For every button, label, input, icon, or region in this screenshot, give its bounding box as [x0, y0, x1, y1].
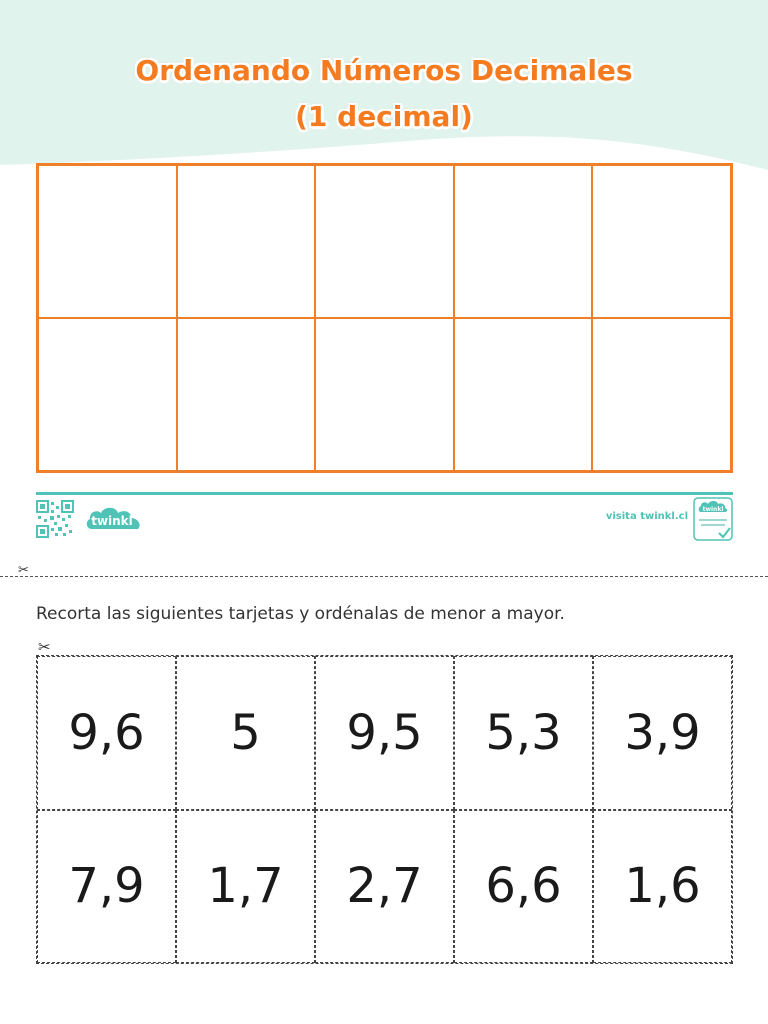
title-line-2: (1 decimal) — [295, 100, 473, 133]
number-card[interactable]: 6,6 — [454, 810, 593, 964]
answer-cell — [177, 165, 316, 318]
answer-cell — [38, 318, 177, 471]
visit-link[interactable]: visita twinkl.cl — [605, 511, 688, 522]
answer-cell — [592, 318, 731, 471]
scissors-icon: ✂ — [18, 563, 29, 578]
page-title — [0, 48, 768, 140]
number-card[interactable]: 7,9 — [37, 810, 176, 964]
badge-text: twinkl — [702, 506, 724, 513]
answer-cell — [454, 318, 593, 471]
scissors-icon: ✂ — [38, 638, 51, 656]
answer-cell — [315, 165, 454, 318]
number-card[interactable]: 5 — [176, 656, 315, 810]
number-card[interactable]: 9,6 — [37, 656, 176, 810]
title-line-1: Ordenando Números Decimales — [135, 54, 633, 87]
quality-badge-icon — [693, 497, 733, 541]
number-cards-grid — [36, 655, 733, 964]
answer-cell — [315, 318, 454, 471]
cut-line — [0, 576, 768, 577]
twinkl-logo-icon[interactable] — [84, 503, 146, 537]
number-card[interactable]: 9,5 — [315, 656, 454, 810]
footer-divider — [36, 492, 733, 495]
answer-grid — [36, 163, 733, 473]
answer-cell — [592, 165, 731, 318]
logo-text: twinkl — [91, 514, 133, 528]
number-card[interactable]: 3,9 — [593, 656, 732, 810]
instructions-text: Recorta las siguientes tarjetas y ordénalas de menor a mayor. — [36, 604, 565, 624]
number-card[interactable]: 2,7 — [315, 810, 454, 964]
answer-cell — [177, 318, 316, 471]
number-card[interactable]: 1,7 — [176, 810, 315, 964]
answer-cell — [454, 165, 593, 318]
qr-code-icon[interactable] — [36, 500, 74, 538]
answer-cell — [38, 165, 177, 318]
number-card[interactable]: 5,3 — [454, 656, 593, 810]
number-card[interactable]: 1,6 — [593, 810, 732, 964]
